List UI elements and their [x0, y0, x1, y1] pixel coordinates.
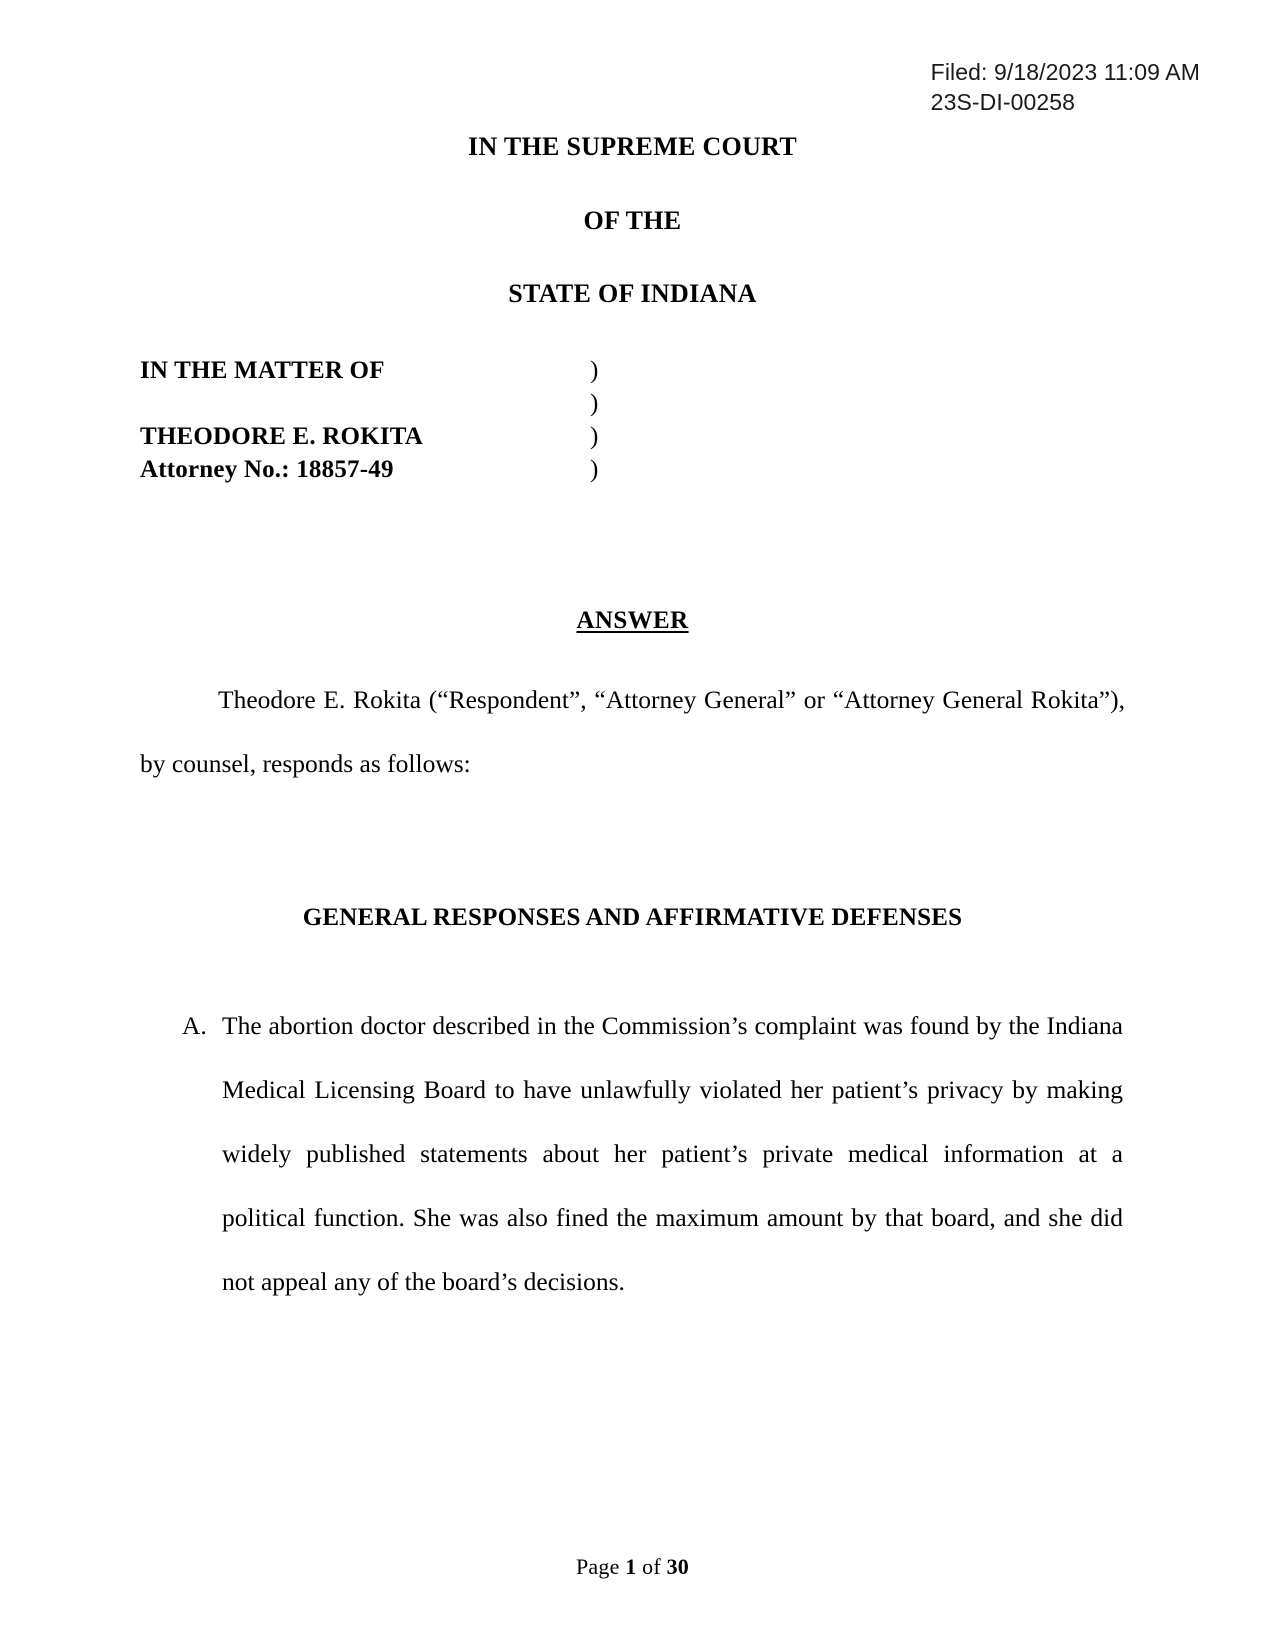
caption-paren: )	[590, 390, 599, 417]
case-number-text: 23S-DI-00258	[930, 89, 1076, 115]
footer-prefix: Page	[575, 1554, 626, 1579]
filed-date-text: Filed: 9/18/2023 11:09 AM	[930, 59, 1200, 85]
caption-paren: )	[590, 357, 599, 384]
caption-paren: )	[590, 423, 599, 450]
answer-intro-paragraph: Theodore E. Rokita (“Respondent”, “Attorney General” or “Attorney General Rokita”), by counsel, responds as follows:	[140, 685, 1125, 778]
caption-row	[140, 456, 1125, 489]
caption-party-label: IN THE MATTER OF	[140, 357, 385, 384]
list-item	[140, 994, 1125, 1314]
court-header-line-3: STATE OF INDIANA	[508, 279, 757, 308]
page-footer	[0, 1554, 1265, 1580]
court-header-line-1: IN THE SUPREME COURT	[468, 132, 797, 161]
caption-attorney-number: Attorney No.: 18857-49	[140, 456, 394, 483]
caption-paren: )	[590, 456, 599, 483]
list-item-label: A.	[182, 1011, 207, 1040]
footer-middle: of	[636, 1554, 667, 1579]
general-responses-heading: GENERAL RESPONSES AND AFFIRMATIVE DEFENSES	[302, 904, 963, 931]
footer-total-pages: 30	[666, 1554, 689, 1579]
caption-respondent-name: THEODORE E. ROKITA	[140, 423, 424, 450]
list-item-text: The abortion doctor described in the Commission’s complaint was found by the Indiana Medical Licensing Board to have unlawfully violated her patient’s privacy by making widely published statements about her patient’s private medical information at a political function. She was also fined the maximum amount by that board, and she did not appeal any of the board’s decisions.	[222, 1011, 1123, 1296]
footer-current-page: 1	[625, 1554, 637, 1579]
answer-heading	[140, 607, 1125, 635]
answer-heading-text: ANSWER	[576, 607, 689, 634]
caption-row	[140, 357, 1125, 390]
caption-row	[140, 390, 1125, 423]
case-caption-block	[140, 357, 1125, 489]
court-header-line-2: OF THE	[583, 206, 682, 235]
document-content	[140, 132, 1125, 1314]
filing-stamp	[931, 57, 1200, 117]
caption-row	[140, 423, 1125, 456]
